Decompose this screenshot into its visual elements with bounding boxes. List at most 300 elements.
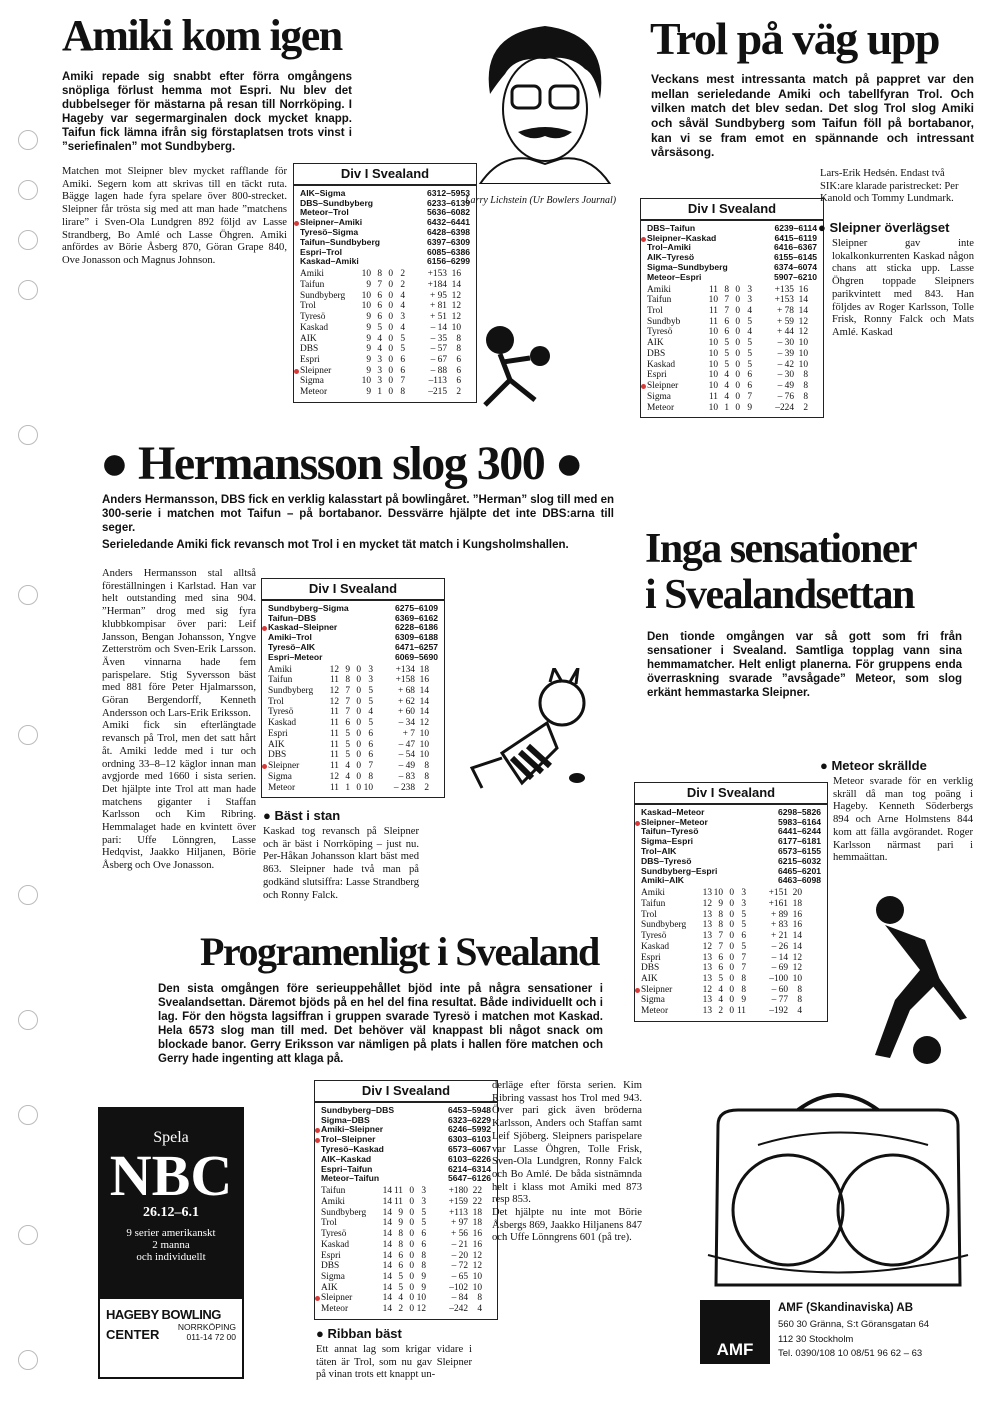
standings-row [300,280,470,291]
match-teams: Sundbyberg–Espri [641,865,718,876]
standings-cell: 5 [345,739,350,750]
standings-cell: 0 [409,1196,414,1207]
standings-cell: DBS [268,750,287,761]
standings-cell: 5 [724,348,729,359]
standings-cell: 10 [708,359,718,370]
standings-cell: Kaskad [321,1239,350,1250]
standings-cell: 8 [741,984,746,995]
standings-cell: 6 [718,952,723,963]
table-title: Div I Svealand [641,199,823,221]
standings-cell: AIK [268,739,285,750]
standings-table [634,782,828,1022]
standings-cell: 7 [345,686,350,697]
binder-hole [18,230,38,250]
match-teams: DBS–Sundbyberg [300,197,374,208]
binder-hole [18,425,38,445]
standings-cell: 0 [356,707,361,718]
standings-cell: 4 [724,370,729,381]
match-score: 6471–6257 [394,642,438,652]
standings-cell: 12 [702,898,712,909]
nbc-ad-center1: HAGEBY BOWLING [106,1307,221,1322]
standings-cell: 8 [803,370,808,381]
standings-cell: 8 [803,381,808,392]
standings-cell: 3 [377,354,382,365]
standings-cell: Amiki [641,888,665,899]
standings-cell: Espri [647,370,667,381]
standings-cell: – 238 [393,782,415,793]
standings-cell: Tyresö [647,327,673,338]
nbc-ad-city: NORRKÖPING [177,1322,236,1332]
standings-cell: 2 [424,782,429,793]
standings-cell: 2 [400,279,405,290]
standings-cell: 0 [729,941,734,952]
standings-table [314,1080,498,1320]
standings-cell: 10 [361,301,371,312]
standings-row [268,761,438,772]
standings-cell: 7 [724,306,729,317]
standings-cell: 7 [368,761,373,772]
standings-cell: 10 [708,402,718,413]
standings-cell: 8 [456,344,461,355]
standings-cell: 7 [345,696,350,707]
standings-cell: 0 [388,301,393,312]
standings-cell: 12 [472,1261,482,1272]
standings-cell: 0 [356,718,361,729]
standings-cell: 14 [382,1271,392,1282]
standings-cell: 10 [419,728,429,739]
standings-cell: 0 [388,344,393,355]
standings-cell: Meteor [300,387,328,398]
standings-cell: 14 [419,686,429,697]
standings-cell: 12 [451,301,461,312]
match-score: 5636–6082 [426,207,470,218]
standings-cell: 0 [735,295,740,306]
standings-cell: – 30 [777,338,794,349]
standings-cell: 5 [421,1207,426,1218]
nbc-ad-black-panel [100,1109,242,1299]
standings-cell: 11 [708,284,718,295]
match-score: 6214–6314 [447,1163,491,1174]
standings-cell: 14 [382,1196,392,1207]
standings-row [641,995,821,1006]
match-teams: Amiki–AIK [641,875,684,886]
standings-cell: 16 [472,1239,482,1250]
match-result-row [647,234,817,244]
standings-cell: Amiki [268,664,292,675]
standings-row [321,1186,491,1197]
standings-cell: 12 [419,718,429,729]
standings-row [321,1197,491,1208]
standings-cell: 8 [421,1261,426,1272]
standings-cell: +159 [448,1196,468,1207]
match-teams: AIK–Tyresö [647,252,695,263]
match-teams: Kaskad–Meteor [641,806,705,817]
standings-cell: Amiki [300,269,324,280]
standings-row [647,392,817,403]
standings-cell: – 69 [771,963,788,974]
standings-cell: 4 [400,290,405,301]
standings-cell: 0 [735,359,740,370]
standings-cell: 9 [747,402,752,413]
standings-cell: 10 [419,739,429,750]
headline-trol: Trol på väg upp [650,13,939,64]
table-title: Div I Svealand [294,164,476,186]
standings-cell: +184 [427,279,447,290]
standings-cell: Sleipner [647,381,679,392]
standings-cell: Meteor [647,402,675,413]
standings-cell: 0 [729,984,734,995]
match-teams: Sundbyberg–DBS [321,1104,395,1115]
standings-cell: – 49 [398,761,415,772]
standings-cell: 2 [803,402,808,413]
standings-cell: – 14 [430,322,447,333]
standings-cell: 14 [798,295,808,306]
standings-cell: 11 [329,728,339,739]
standings-cell: –100 [769,973,788,984]
standings-cell: 6 [377,301,382,312]
standings-cell: – 57 [430,344,447,355]
standings-cell: Sigma [268,771,292,782]
standings-cell: 14 [419,696,429,707]
standings-cell: 8 [803,391,808,402]
standings-cell: + 62 [397,696,415,707]
standings-row [268,665,438,676]
standings-cell: 14 [382,1186,392,1197]
match-teams: Meteor–Espri [647,271,702,282]
standings-cell: 13 [702,952,712,963]
standings-cell: 12 [451,312,461,323]
standings-cell: 4 [345,761,350,772]
standings-cell: 2 [456,387,461,398]
match-teams: Espri–Trol [300,246,343,257]
standings-cell: 0 [388,312,393,323]
standings-cell: 16 [792,920,802,931]
binder-hole [18,725,38,745]
headline-svealandsettan: i Svealandsettan [645,572,914,618]
standings-cell: 6 [345,718,350,729]
standings-cell: 12 [792,952,802,963]
standings-cell: Kaskad [647,359,676,370]
standings-cell: +158 [395,675,415,686]
standings-cell: +135 [774,284,794,295]
match-teams: DBS–Tyresö [641,855,692,866]
lead2-hermansson: Serieledande Amiki fick revansch mot Trol i en mycket tät match i Kungsholmshallen. [102,539,569,551]
standings-cell: –224 [775,402,794,413]
standings-cell: 18 [792,898,802,909]
standings-row [268,718,438,729]
standings-cell: 9 [398,1207,403,1218]
match-teams: Taifun–DBS [268,612,317,623]
standings-cell: 22 [472,1196,482,1207]
standings-cell: 5 [400,344,405,355]
standings-cell: 13 [702,1006,712,1017]
amf-telephone: Tel. 0390/108 10 08/51 96 62 – 63 [778,1348,923,1360]
match-teams: Tyresö–Sigma [300,227,359,237]
standings-cell: Meteor [321,1304,349,1315]
standings-cell: 1 [345,782,350,793]
standings-cell: Tyresö [641,931,667,942]
standings-cell: 4 [718,984,723,995]
standings-cell: 5 [747,348,752,359]
standings-cell: 6 [724,327,729,338]
standings-cell: 10 [798,338,808,349]
standings-cell: 10 [419,750,429,761]
standings-row [641,920,821,931]
standings-cell: – 84 [451,1293,468,1304]
match-teams: Amiki–Sleipner [321,1124,384,1135]
standings-row [647,403,817,414]
standings-row [641,910,821,921]
standings-cell: Sleipner [321,1293,353,1304]
standings-cell: – 72 [451,1261,468,1272]
match-teams: Trol–Sleipner [321,1134,376,1145]
standings-cell: 6 [368,739,373,750]
match-teams: Sigma–Sundbyberg [647,262,728,272]
standings-cell: + 97 [450,1218,468,1229]
match-score: 6573–6155 [777,846,821,856]
standings-cell: 14 [382,1304,392,1315]
standings-cell: Sundbyberg [268,686,314,697]
standings-cell: 12 [472,1250,482,1261]
standings-cell: 8 [477,1293,482,1304]
match-score: 6069–5690 [394,651,438,662]
standings-cell: 12 [451,290,461,301]
standings-row [647,327,817,338]
standings-cell: +153 [427,269,447,280]
standings-row [321,1229,491,1240]
standings-cell: 11 [329,782,339,793]
standings-cell: 0 [735,348,740,359]
standings-cell: 4 [797,1006,802,1017]
standings-cell: 0 [729,909,734,920]
standings-cell: + 56 [450,1229,468,1240]
standings-cell: 13 [702,973,712,984]
standings-cell: 11 [329,675,339,686]
standings-cell: – 88 [430,365,447,376]
match-score: 6298–5826 [777,806,821,817]
standings-cell: + 83 [770,920,788,931]
standings-cell: 0 [356,771,361,782]
standings-cell: 10 [363,782,373,793]
match-score: 6155–6145 [773,252,817,263]
amf-address-1: 560 30 Gränna, S:t Göransgatan 64 [778,1318,930,1330]
standings-row [268,729,438,740]
standings-cell: 0 [409,1229,414,1240]
body-bast-i-stan: Kaskad tog revansch på Sleipner och är bäst i Norrköping – just nu. Per-Håkan Johansson klart bäst med 863. Sleipner hade två man på godkänd slutsiffra: Lasse Strandberg och Ronny Falck. [263,826,419,901]
standings-cell: + 89 [770,909,788,920]
standings-cell: 0 [729,888,734,899]
standings-cell: – 30 [777,370,794,381]
standings-cell: 0 [409,1218,414,1229]
standings-cell: Kaskad [641,941,670,952]
standings-cell: 4 [724,381,729,392]
standings-cell: Sigma [321,1271,345,1282]
standings-cell: 8 [421,1250,426,1261]
match-score: 6374–6074 [773,262,817,272]
standings-cell: – 26 [771,941,788,952]
standings-cell: 4 [400,301,405,312]
standings-row [268,783,438,794]
standings-cell: 1 [377,387,382,398]
standings-cell: 3 [747,284,752,295]
standings-cell: 6 [718,963,723,974]
standings-cell: 5 [747,338,752,349]
standings-cell: 5 [724,338,729,349]
standings-cell: 1 [724,402,729,413]
standings-row [641,974,821,985]
standings-table [293,163,477,403]
standings-cell: Tyresö [300,312,326,323]
standings-cell: Trol [268,696,284,707]
cat-mascot-cartoon [462,668,602,808]
standings-row [321,1304,491,1315]
standings-cell: 14 [451,279,461,290]
standings-cell: 11 [329,739,339,750]
match-score: 6085–6386 [426,246,470,257]
subhead-meteor: ● Meteor skrällde [820,758,927,773]
standings-cell: 12 [416,1304,426,1315]
standings-cell: Sleipner [268,761,300,772]
nbc-ad-dates: 26.12–6.1 [143,1205,199,1220]
standings-cell: 0 [735,381,740,392]
standings-cell: 0 [388,290,393,301]
standings-cell: 22 [472,1186,482,1197]
match-score: 6246–5992 [447,1124,491,1135]
standings-cell: 14 [382,1250,392,1261]
standings-cell: – 20 [451,1250,468,1261]
standings-cell: – 42 [777,359,794,370]
standings-row [268,686,438,697]
standings-cell: 7 [741,963,746,974]
standings-cell: 4 [477,1304,482,1315]
standings-cell: + 81 [429,301,447,312]
standings-cell: 8 [724,284,729,295]
match-score: 6428–6398 [426,227,470,237]
match-score: 6239–6114 [774,222,817,233]
nbc-ad-phone: 011-14 72 00 [186,1332,236,1342]
standings-cell: 8 [797,984,802,995]
standings-row [641,888,821,899]
standings-cell: 5 [398,1282,403,1293]
standings-cell: +113 [448,1207,468,1218]
standings-cell: 11 [736,1006,746,1017]
standings-cell: + 21 [770,931,788,942]
subhead-bast-i-stan: ● Bäst i stan [263,808,341,823]
match-result-row [300,257,470,267]
standings-cell: 10 [713,888,723,899]
match-score: 6441–6244 [777,826,821,837]
match-teams: Sleipner–Amiki [300,217,363,228]
standings-cell: 9 [366,322,371,333]
standings-cell: 12 [329,686,339,697]
standings-cell: 7 [718,931,723,942]
standings-row [641,899,821,910]
standings-cell: 0 [729,931,734,942]
binder-hole [18,1225,38,1245]
standings-cell: – 67 [430,354,447,365]
standings-cell: 13 [702,963,712,974]
match-result-row [641,818,821,828]
standings-cell: 5 [368,718,373,729]
standings-cell: 0 [388,279,393,290]
standings-cell: Taifun [321,1186,346,1197]
nbc-advertisement [98,1107,244,1379]
standings-cell: 6 [398,1250,403,1261]
standings-cell: 16 [451,269,461,280]
standings-cell: 0 [729,995,734,1006]
standings-cell: 11 [393,1186,403,1197]
standings-cell: 14 [382,1229,392,1240]
standings-cell: 11 [708,306,718,317]
match-score: 6323–6229 [447,1114,491,1125]
standings-cell: 0 [409,1250,414,1261]
match-score: 6103–6226 [447,1153,491,1164]
standings-cell: 10 [472,1282,482,1293]
body-trol: Lars-Erik Hedsén. Endast två SIK:are klarade paristrecket: Per Kanold och Tommy Lundmark. [820,168,959,205]
amf-company-name: AMF (Skandinaviska) AB [778,1302,914,1314]
standings-cell: –102 [449,1282,468,1293]
standings-cell: 13 [702,888,712,899]
standings-cell: – 34 [398,718,415,729]
standings-cell: 13 [702,995,712,1006]
standings-cell: Meteor [641,1006,669,1017]
standings-cell: 10 [798,348,808,359]
match-teams: Meteor–Trol [300,207,349,218]
standings-cell: + 68 [397,686,415,697]
standings-cell: 0 [735,327,740,338]
standings-cell: 12 [329,771,339,782]
standings-cell: 4 [398,1293,403,1304]
standings-cell: DBS [647,348,666,359]
standings-row [641,931,821,942]
standings-cell: AIK [300,333,317,344]
standings-cell: – 60 [771,984,788,995]
standings-cell: 0 [735,370,740,381]
standings-cell: 7 [724,295,729,306]
body-meteor: Meteor svarade för en verklig skräll då man tog poäng i Hageby. Kenneth Söderbergs 894 och Arne Holmstens 844 kom att fälla avgörandet. Roger Karlsson närmast pari i hemmaättan. [833,776,973,864]
standings-cell: Taifun [647,295,672,306]
standings-cell: 6 [456,365,461,376]
match-result-row [641,876,821,886]
standings-cell: 0 [356,664,361,675]
standings-cell: 12 [702,941,712,952]
standings-cell: Sundbyberg [321,1207,367,1218]
match-score: 6156–6299 [426,256,470,267]
standings-cell: 8 [398,1239,403,1250]
standings-cell: 6 [377,290,382,301]
standings-cell: 5 [345,750,350,761]
standings-cell: 3 [741,888,746,899]
standings-cell: – 14 [771,952,788,963]
standings-cell: 10 [361,269,371,280]
standings-cell: 3 [421,1186,426,1197]
standings-cell: 5 [741,941,746,952]
standings-cell: –192 [769,1006,788,1017]
match-teams: Sundbyberg–Sigma [268,602,349,613]
standings-cell: – 49 [777,381,794,392]
standings-cell: Sleipner [641,984,673,995]
standings-cell: 6 [400,365,405,376]
standings-cell: 6 [741,931,746,942]
standings-cell: 7 [747,391,752,402]
standings-cell: + 78 [776,306,794,317]
standings-cell: Trol [321,1218,337,1229]
match-score: 6369–6162 [394,612,438,623]
standings-cell: 6 [421,1229,426,1240]
table-title: Div I Svealand [262,579,444,601]
standings-cell: Taifun [300,279,325,290]
standings-cell: 16 [792,909,802,920]
